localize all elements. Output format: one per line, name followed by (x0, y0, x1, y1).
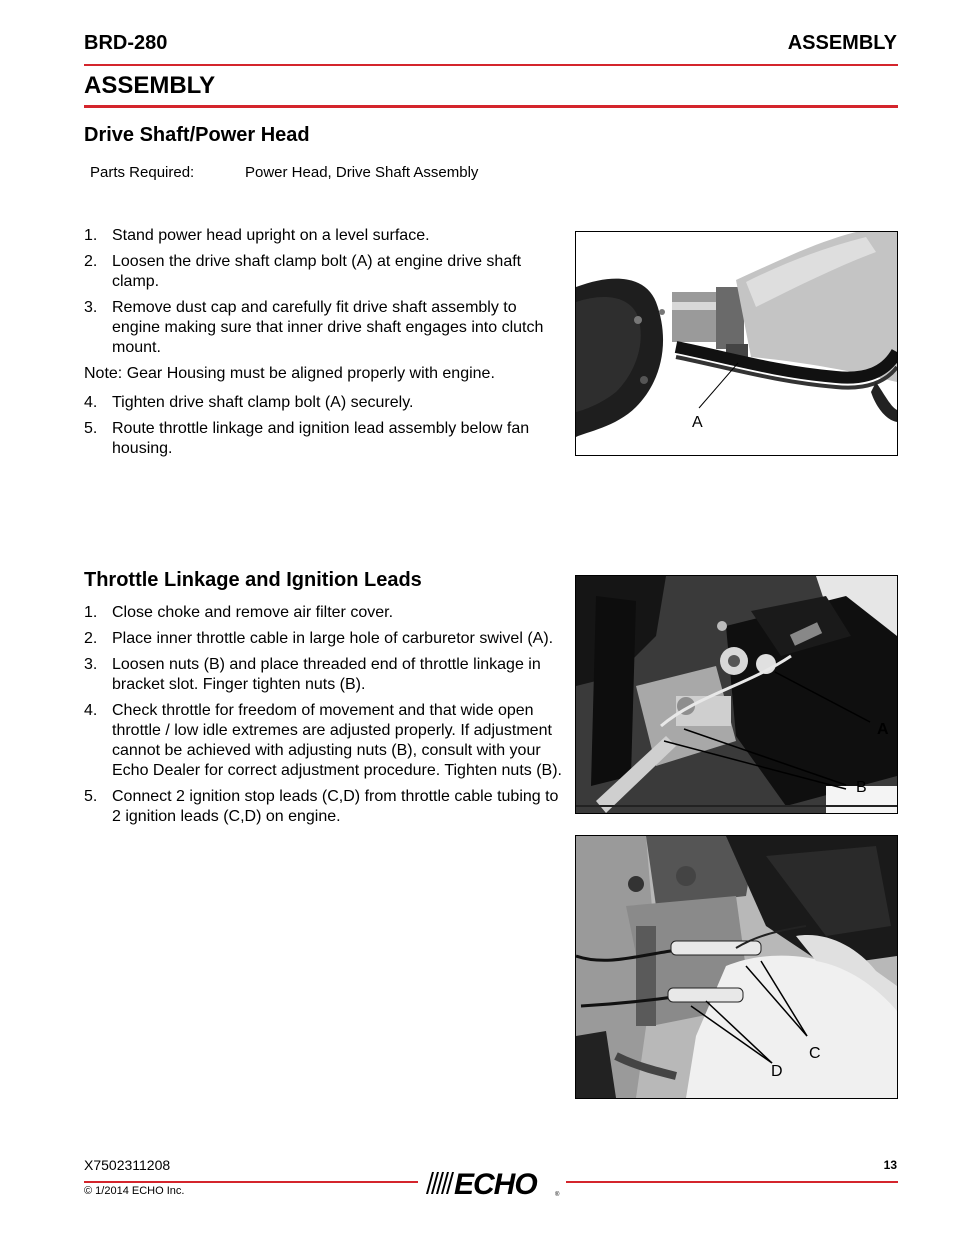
title-rule (84, 105, 898, 108)
list-item: 3. Loosen nuts (B) and place threaded end of throttle linkage in bracket slot. Finger tighten nuts (B). (84, 656, 541, 693)
drive-shaft-steps (84, 226, 564, 465)
header-rule (84, 64, 898, 66)
echo-logo-text: ECHO (454, 1168, 537, 1198)
footer-rule-left (84, 1181, 418, 1183)
header-model: BRD-280 (84, 32, 168, 54)
header-section: ASSEMBLY (787, 32, 897, 54)
list-item: 2. Place inner throttle cable in large hole of carburetor swivel (A). (84, 630, 554, 647)
page-title: ASSEMBLY (84, 72, 216, 99)
svg-text:®: ® (555, 1192, 560, 1198)
figure-drive-shaft-photo (575, 231, 898, 456)
note-text: Note: Gear Housing must be aligned properly with engine. (84, 365, 495, 382)
callout-b: B (856, 779, 867, 796)
document-number: X7502311208 (84, 1157, 171, 1173)
callout-a: A (692, 414, 703, 431)
footer-rule-right (566, 1181, 898, 1183)
list-item: 4. Tighten drive shaft clamp bolt (A) securely. (84, 394, 414, 411)
section-title-throttle: Throttle Linkage and Ignition Leads (84, 569, 422, 591)
parts-required-value: Power Head, Drive Shaft Assembly (245, 164, 479, 181)
list-item: 3. Remove dust cap and carefully fit drive shaft assembly to engine making sure that inner drive shaft engages into clutch mount. (84, 299, 544, 356)
figure-ignition-leads-photo (575, 835, 898, 1099)
callout-d: D (771, 1063, 783, 1080)
list-item: 1. Stand power head upright on a level surface. (84, 227, 430, 244)
section-title-drive-shaft: Drive Shaft/Power Head (84, 124, 310, 146)
list-item: 5. Route throttle linkage and ignition lead assembly below fan housing. (84, 420, 530, 457)
list-item: 5. Connect 2 ignition stop leads (C,D) from throttle cable tubing to 2 ignition leads (C,D) on engine. (84, 788, 559, 825)
list-item: 1. Close choke and remove air filter cover. (84, 604, 394, 621)
figure-carburetor-photo (575, 575, 898, 814)
page-number: 13 (883, 1158, 897, 1172)
parts-required-label: Parts Required: (90, 164, 195, 181)
echo-logo (420, 1166, 564, 1198)
parts-required (90, 164, 478, 181)
copyright: © 1/2014 ECHO Inc. (84, 1185, 185, 1197)
callout-c: C (809, 1045, 821, 1062)
list-item: 4. Check throttle for freedom of movement and that wide open throttle / low idle extremes are adjusted properly. If adjustment cannot be achieved with adjusting nuts (B), consult with your Echo Dealer for correct adjustment procedure. Tighten nuts (B). (84, 702, 562, 779)
throttle-steps (84, 603, 564, 833)
list-item: 2. Loosen the drive shaft clamp bolt (A) at engine drive shaft clamp. (84, 253, 522, 290)
callout-a: A (877, 721, 889, 738)
